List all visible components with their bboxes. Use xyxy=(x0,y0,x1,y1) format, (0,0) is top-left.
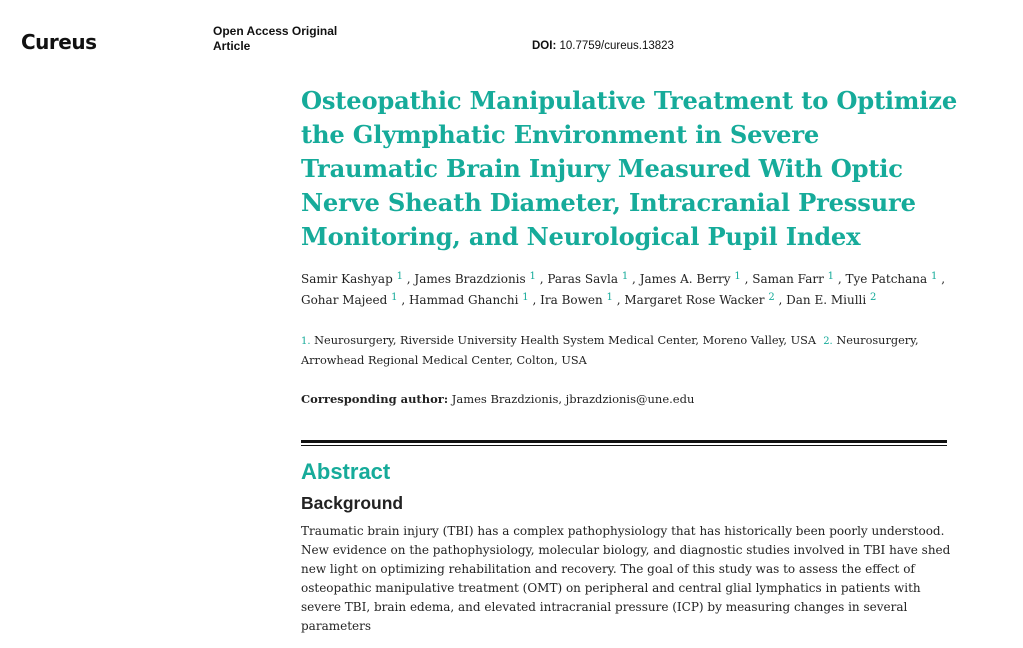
author-affiliation-number: 1 xyxy=(522,292,529,303)
affiliation-text: Neurosurgery, Riverside University Health System Medical Center, Moreno Valley, USA xyxy=(314,334,816,347)
author-name[interactable]: Paras Savla xyxy=(547,272,619,286)
author-affiliation-number: 2 xyxy=(870,292,877,303)
affiliation-number: 1. xyxy=(301,336,311,347)
doi xyxy=(532,40,674,52)
affiliation-text: Neurosurgery, Arrowhead Regional Medical Center, Colton, USA xyxy=(301,334,919,367)
author-affiliation-number: 1 xyxy=(529,271,536,282)
doi-label: DOI: xyxy=(532,40,557,52)
background-paragraph: Traumatic brain injury (TBI) has a complex pathophysiology that has historically been poorly understood. New evidence on the pathophysiology, molecular biology, and diagnostic studies involved in TBI have shed new light on optimizing rehabilitation and recovery. The goal of this study was to assess the effect of osteopathic manipulative treatment (OMT) on peripheral and central glial lymphatics in patients with severe TBI, brain edema, and elevated intracranial pressure (ICP) by measuring changes in several parameters xyxy=(301,524,951,633)
article-title: Osteopathic Manipulative Treatment to Optimize the Glymphatic Environment in Severe Traumatic Brain Injury Measured With Optic Nerve Sheath Diameter, Intracranial Pressure Monitoring, and Neurological Pupil Index xyxy=(301,86,958,251)
author-list: Samir Kashyap $^1$ , James Brazdzionis $^1$ , Paras Savla $^1$ , James A. Berry $^1$ , Saman Farr $^1$ , Tye Patchana $^1$ , Gohar Majeed $^1$ , Hammad Ghanchi $^1$ , Ira Bowen $^1$ , Margaret Rose Wacker $^2$ , Dan E. Miulli $^2$ xyxy=(301,271,946,307)
corresponding-author-label: Corresponding author: xyxy=(301,392,449,406)
author-name[interactable]: Ira Bowen xyxy=(540,293,603,307)
author-name[interactable]: Dan E. Miulli xyxy=(786,293,867,307)
doi-value[interactable]: 10.7759/cureus.13823 xyxy=(559,40,674,52)
corresponding-author-contact[interactable]: James Brazdzionis, jbrazdzionis@une.edu xyxy=(451,392,695,406)
author-affiliation-number: 1 xyxy=(606,292,613,303)
journal-logo: Cureus xyxy=(21,30,97,54)
section-divider xyxy=(301,440,947,446)
author-name[interactable]: Tye Patchana xyxy=(845,272,928,286)
author-name[interactable]: Margaret Rose Wacker xyxy=(624,293,765,307)
author-affiliation-number: 1 xyxy=(734,271,741,282)
author-name[interactable]: Samir Kashyap xyxy=(301,272,393,286)
author-affiliation-number: 1 xyxy=(931,271,938,282)
affiliation-number: 2. xyxy=(823,336,833,347)
article-content xyxy=(301,84,961,648)
author-affiliation-number: 1 xyxy=(396,271,403,282)
corresponding-author xyxy=(301,390,961,409)
author-affiliation-number: 2 xyxy=(768,292,775,303)
author-affiliation-number: 1 xyxy=(391,292,398,303)
abstract-heading: Abstract xyxy=(301,459,391,484)
author-name[interactable]: James A. Berry xyxy=(639,272,731,286)
author-name[interactable]: Hammad Ghanchi xyxy=(408,293,519,307)
author-name[interactable]: Gohar Majeed xyxy=(301,293,388,307)
author-name[interactable]: Saman Farr xyxy=(752,272,824,286)
background-heading: Background xyxy=(301,493,404,513)
author-affiliation-number: 1 xyxy=(621,271,629,282)
article-type: Open Access Original Article xyxy=(213,24,338,53)
author-affiliation-number: 1 xyxy=(827,271,835,282)
affiliations xyxy=(301,331,961,370)
author-name[interactable]: James Brazdzionis xyxy=(414,272,526,286)
